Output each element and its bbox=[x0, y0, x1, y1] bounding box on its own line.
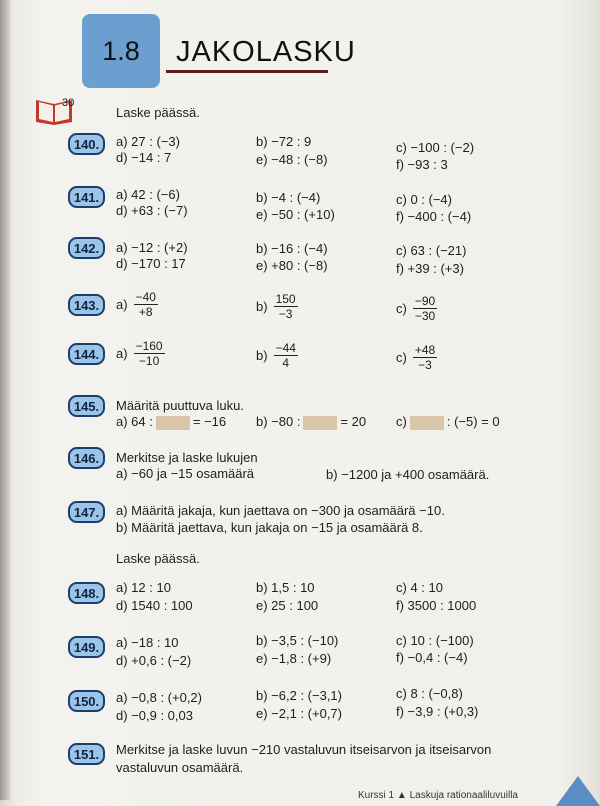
exercise-item: d) −170 : 17 bbox=[116, 256, 186, 271]
exercise-item: b) −16 : (−4) bbox=[256, 241, 328, 256]
title-underline bbox=[166, 70, 328, 73]
exercise-item: a) −60 ja −15 osamäärä bbox=[116, 466, 255, 481]
exercise-text: Määritä puuttuva luku. bbox=[116, 398, 244, 413]
exercise-item: b) −1200 ja +400 osamäärä. bbox=[326, 467, 490, 482]
exercise-number: 141. bbox=[68, 186, 105, 208]
exercise-item: a) −12 : (+2) bbox=[116, 240, 188, 255]
exercise-number: 150. bbox=[68, 690, 105, 712]
exercise-item: a) 12 : 10 bbox=[116, 580, 171, 595]
fraction-item: c) +48 −3 bbox=[396, 343, 436, 372]
exercise-item: a) 64 : = −16 bbox=[116, 414, 227, 429]
exercise-item: e) −50 : (+10) bbox=[256, 207, 335, 222]
exercise-item: e) −1,8 : (+9) bbox=[256, 651, 332, 666]
exercise-item: b) −6,2 : (−3,1) bbox=[256, 688, 342, 703]
exercise-number: 147. bbox=[68, 501, 105, 523]
exercise-item: f) −400 : (−4) bbox=[396, 209, 472, 224]
answer-blank bbox=[410, 416, 444, 430]
exercise-item: c) 63 : (−21) bbox=[396, 243, 467, 258]
fraction-item: c) −90 −30 bbox=[396, 294, 436, 323]
exercise-item: a) Määritä jakaja, kun jaettava on −300 ja osamäärä −10. bbox=[116, 503, 445, 518]
exercise-item: e) −2,1 : (+0,7) bbox=[256, 706, 342, 721]
exercise-item: f) −93 : 3 bbox=[396, 157, 448, 172]
exercise-item: a) −0,8 : (+0,2) bbox=[116, 690, 202, 705]
exercise-item: c) : (−5) = 0 bbox=[396, 414, 500, 429]
section-number: 1.8 bbox=[102, 35, 140, 66]
exercise-item: c) 10 : (−100) bbox=[396, 633, 474, 648]
exercise-number: 146. bbox=[68, 447, 105, 469]
exercise-item: e) −48 : (−8) bbox=[256, 152, 328, 167]
exercise-number: 142. bbox=[68, 237, 105, 259]
exercise-item: d) +63 : (−7) bbox=[116, 203, 188, 218]
exercise-item: d) +0,6 : (−2) bbox=[116, 653, 192, 668]
exercise-item: a) −18 : 10 bbox=[116, 635, 179, 650]
fraction-item: b) 150 −3 bbox=[256, 292, 296, 321]
fraction-item: a) −40 +8 bbox=[116, 290, 156, 319]
exercise-item: f) −3,9 : (+0,3) bbox=[396, 704, 479, 719]
exercise-number: 148. bbox=[68, 582, 105, 604]
exercise-item: a) 42 : (−6) bbox=[116, 187, 180, 202]
page-footer: Kurssi 1 ▲ Laskuja rationaaliluvuilla bbox=[358, 790, 518, 801]
page-spine-shadow bbox=[0, 0, 10, 800]
section-number-box bbox=[82, 14, 160, 88]
exercise-item: b) 1,5 : 10 bbox=[256, 580, 315, 595]
exercise-item: c) −100 : (−2) bbox=[396, 140, 475, 155]
exercise-item: c) 0 : (−4) bbox=[396, 192, 452, 207]
exercise-item: e) +80 : (−8) bbox=[256, 258, 328, 273]
exercise-item: e) 25 : 100 bbox=[256, 598, 319, 613]
book-reference-number: 30 bbox=[62, 97, 75, 109]
exercise-text: Merkitse ja laske luvun −210 vastaluvun itseisarvon ja itseisarvon bbox=[116, 742, 492, 757]
exercise-item: a) 27 : (−3) bbox=[116, 134, 180, 149]
exercise-item: c) 8 : (−0,8) bbox=[396, 686, 463, 701]
exercise-item: b) −3,5 : (−10) bbox=[256, 633, 339, 648]
exercise-item: b) Määritä jaettava, kun jakaja on −15 ja osamäärä 8. bbox=[116, 520, 423, 535]
exercise-item: b) −72 : 9 bbox=[256, 134, 312, 149]
fraction-item: a) −160 −10 bbox=[116, 339, 163, 368]
exercise-item: f) +39 : (+3) bbox=[396, 261, 464, 276]
fraction-item: b) −44 4 bbox=[256, 341, 296, 370]
exercise-number: 151. bbox=[68, 743, 105, 765]
exercise-item: d) −14 : 7 bbox=[116, 150, 172, 165]
exercise-text: vastaluvun osamäärä. bbox=[116, 760, 244, 775]
answer-blank bbox=[156, 416, 190, 430]
exercise-item: b) −80 : = 20 bbox=[256, 414, 367, 429]
exercise-number: 145. bbox=[68, 395, 105, 417]
exercise-number: 149. bbox=[68, 636, 105, 658]
exercise-item: b) −4 : (−4) bbox=[256, 190, 321, 205]
section-title: JAKOLASKU bbox=[176, 36, 356, 68]
exercise-number: 144. bbox=[68, 343, 105, 365]
answer-blank bbox=[303, 416, 337, 430]
instruction-text: Laske päässä. bbox=[116, 551, 200, 566]
exercise-text: Merkitse ja laske lukujen bbox=[116, 450, 258, 465]
exercise-item: c) 4 : 10 bbox=[396, 580, 443, 595]
exercise-item: f) 3500 : 1000 bbox=[396, 598, 477, 613]
exercise-item: f) −0,4 : (−4) bbox=[396, 650, 468, 665]
exercise-number: 140. bbox=[68, 133, 105, 155]
exercise-item: d) 1540 : 100 bbox=[116, 598, 193, 613]
exercise-number: 143. bbox=[68, 294, 105, 316]
exercise-item: d) −0,9 : 0,03 bbox=[116, 708, 193, 723]
corner-triangle-decoration bbox=[556, 776, 600, 806]
instruction-text: Laske päässä. bbox=[116, 105, 200, 120]
